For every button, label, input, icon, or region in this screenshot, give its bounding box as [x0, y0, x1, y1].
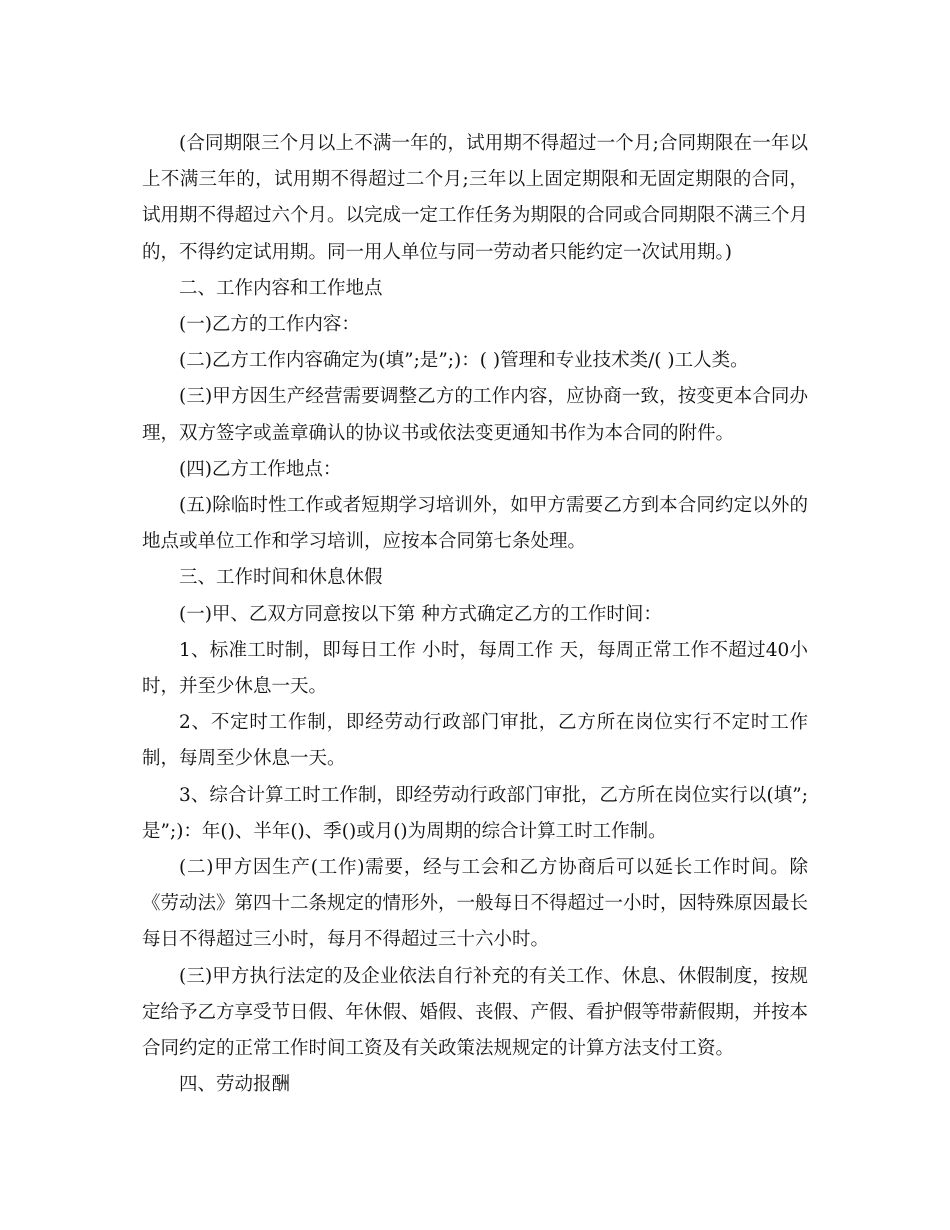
paragraph-overtime: (二)甲方因生产(工作)需要，经与工会和乙方协商后可以延长工作时间。除《劳动法》第四十二条规定的情形外，一般每日不得超过一小时，因特殊原因最长每日不得超过三小时，每月不得超过三十六小时。 — [142, 857, 809, 951]
section-heading-remuneration: 四、劳动报酬 — [179, 1074, 291, 1096]
document-page — [142, 126, 808, 1103]
paragraph-comprehensive-hours: 3、综合计算工时工作制，即经劳动行政部门审批，乙方所在岗位实行以(填”;是”;)：年()、半年()、季()或月()为周期的综合计算工时工作制。 — [142, 784, 808, 842]
section-heading-work-content: 二、工作内容和工作地点 — [179, 277, 383, 299]
paragraph-work-content: (一)乙方的工作内容： — [179, 314, 360, 336]
paragraph-standard-hours: 1、标准工时制，即每日工作 小时，每周工作 天，每周正常工作不超过40小时，并至少休息一天。 — [142, 639, 808, 698]
paragraph-work-location: (四)乙方工作地点： — [179, 458, 342, 480]
section-heading-working-hours: 三、工作时间和休息休假 — [179, 567, 383, 589]
paragraph-probation-note: (合同期限三个月以上不满一年的，试用期不得超过一个月;合同期限在一年以上不满三年的，试用期不得超过二个月;三年以上固定期限和无固定期限的合同，试用期不得超过六个月。以完成一定工作任务为期限的合同或合同期限不满三个月的，不得约定试用期。同一用人单位与同一劳动者只能约定一次试用期。) — [142, 133, 809, 263]
paragraph-off-site-work: (五)除临时性工作或者短期学习培训外，如甲方需要乙方到本合同约定以外的地点或单位工作和学习培训，应按本合同第七条处理。 — [142, 495, 808, 553]
paragraph-flexible-hours: 2、不定时工作制，即经劳动行政部门审批，乙方所在岗位实行不定时工作制，每周至少休息一天。 — [142, 712, 808, 770]
paragraph-hours-method: (一)甲、乙双方同意按以下第 种方式确定乙方的工作时间： — [179, 603, 662, 625]
paragraph-content-adjustment: (三)甲方因生产经营需要调整乙方的工作内容，应协商一致，按变更本合同办理，双方签字或盖章确认的协议书或依法变更通知书作为本合同的附件。 — [142, 386, 808, 444]
paragraph-leave-policy: (三)甲方执行法定的及企业依法自行补充的有关工作、休息、休假制度，按规定给予乙方享受节日假、年休假、婚假、丧假、产假、看护假等带薪假期，并按本合同约定的正常工作时间工资及有关政策法规规定的计算方法支付工资。 — [142, 965, 809, 1060]
paragraph-work-content-type: (二)乙方工作内容确定为(填”;是”;)：( )管理和专业技术类/( )工人类。 — [179, 350, 749, 372]
